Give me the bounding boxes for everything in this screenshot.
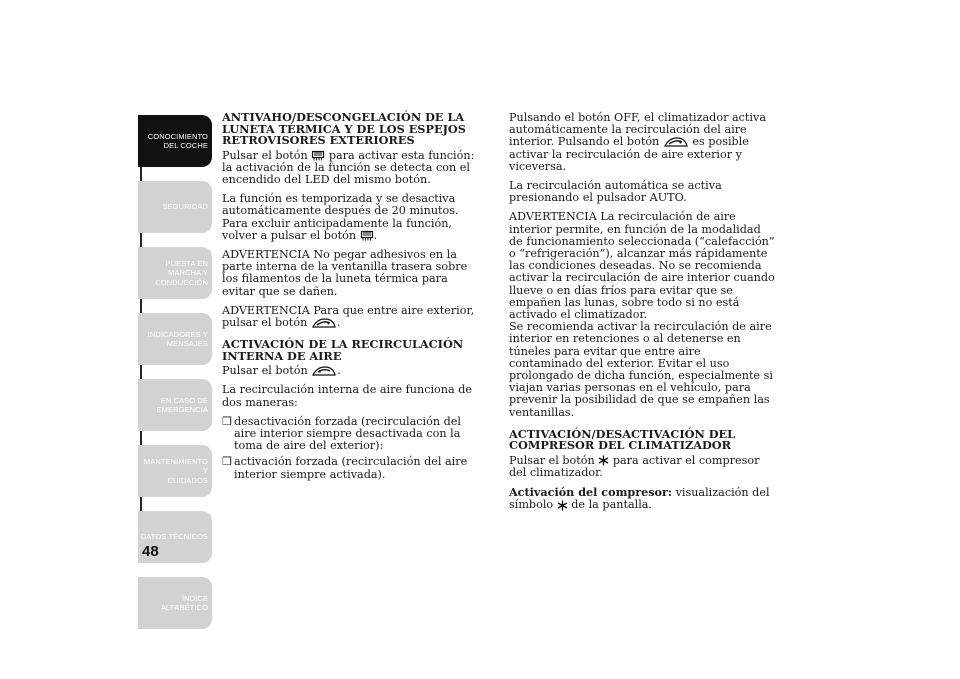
- paragraph: Activación del compresor: visualización del símbolo de la pantalla.: [509, 485, 770, 512]
- tab-label: ÍNDICE ALFABÉTICO: [160, 593, 208, 612]
- air-recirculation-icon: [311, 365, 337, 377]
- snowflake-icon: [598, 455, 609, 466]
- warning-paragraph: ADVERTENCIA Para que entre aire exterior, pulsar el botón .: [222, 303, 475, 329]
- air-recirculation-icon: [663, 136, 689, 148]
- checkbox-bullet-icon: ❒: [222, 455, 233, 469]
- rear-defrost-icon: [360, 230, 374, 241]
- tab-emergencia[interactable]: [138, 379, 212, 431]
- tab-label: SEGURIDAD: [162, 202, 208, 212]
- tab-conocimiento[interactable]: [138, 115, 212, 167]
- paragraph: Pulsar el botón para activar el compresor del climatizador.: [509, 453, 760, 480]
- right-column: [509, 112, 777, 519]
- paragraph: La función es temporizada y se desactiva automáticamente después de 20 minutos. Para excluir anticipadamente la función, volver a pulsar el botón .: [222, 192, 459, 242]
- tab-label: PUESTA EN MARCHA Y CONDUCCIÓN: [155, 258, 208, 287]
- paragraph: Pulsando el botón OFF, el climatizador activa automáticamente la recirculación del aire interior. Pulsando el botón es posible activar la recirculación de aire exterior y viceversa.: [509, 111, 766, 173]
- tab-indice[interactable]: [138, 577, 212, 629]
- air-recirculation-icon: [311, 317, 337, 329]
- snowflake-icon: [557, 500, 568, 511]
- warning-paragraph: ADVERTENCIA No pegar adhesivos en la parte interna de la ventanilla trasera sobre los filamentos de la luneta térmica para evitar que se dañen.: [222, 247, 468, 298]
- paragraph: Se recomienda activar la recirculación de aire interior en retenciones o al detenerse en túneles para evitar que entre aire contaminado del exterior. Evitar el uso prolongado de dicha función, especialmente si viajan varias personas en el vehículo, para prevenir la posibilidad de que se empañen las ventanillas.: [509, 320, 773, 419]
- paragraph: Pulsar el botón .: [222, 364, 341, 378]
- paragraph: La recirculación automática se activa presionando el pulsador AUTO.: [509, 179, 722, 205]
- tab-label: CONOCIMIENTO DEL COCHE: [147, 131, 208, 150]
- section-heading-compressor: ACTIVACIÓN/DESACTIVACIÓN DEL COMPRESOR DEL CLIMATIZADOR: [509, 426, 736, 453]
- list-item: ❒ desactivación forzada (recirculación del aire interior siempre desactivada con la toma de aire del exterior):: [222, 414, 461, 453]
- warning-paragraph: ADVERTENCIA La recirculación de aire interior permite, en función de la modalidad de funcionamiento seleccionada (“calefacción” o “refrigeración”), alcanzar más rápidamente las condiciones deseadas. No se recomienda activar la recirculación de aire interior cuando llueve o en días fríos para evitar que se empañen las lunas, sobre todo si no está activado el climatizador.: [509, 210, 775, 322]
- rear-defrost-icon: [311, 150, 325, 161]
- page-number: 48: [142, 543, 159, 560]
- paragraph: La recirculación interna de aire funciona de dos maneras:: [222, 383, 473, 409]
- tab-indicadores[interactable]: [138, 313, 212, 365]
- tab-seguridad[interactable]: [138, 181, 212, 233]
- tab-mantenimiento[interactable]: [138, 445, 212, 497]
- list-item: ❒ activación forzada (recirculación del aire interior siempre activada).: [222, 455, 468, 481]
- tab-label: EN CASO DE EMERGENCIA: [156, 395, 208, 414]
- checkbox-bullet-icon: ❒: [222, 414, 233, 428]
- section-heading-recirculation: ACTIVACIÓN DE LA RECIRCULACIÓN INTERNA DE AIRE: [222, 337, 464, 363]
- bullet-list: [222, 416, 484, 481]
- section-heading-defrost: ANTIVAHO/DESCONGELACIÓN DE LA LUNETA TÉRMICA Y DE LOS ESPEJOS RETROVISORES EXTERIORES: [222, 110, 466, 147]
- chapter-sidebar: [138, 115, 212, 643]
- paragraph: Pulsar el botón para activar esta función: la activación de la función se detecta con el encendido del LED del mismo botón.: [222, 148, 475, 186]
- left-column: [222, 112, 484, 487]
- tab-puesta-en-marcha[interactable]: [138, 247, 212, 299]
- tab-label: INDICADORES Y MENSAJES: [147, 329, 208, 348]
- tab-label: MANTENIMIENTO Y CUIDADOS: [143, 456, 208, 485]
- tab-label: DATOS TÉCNICOS: [140, 532, 208, 542]
